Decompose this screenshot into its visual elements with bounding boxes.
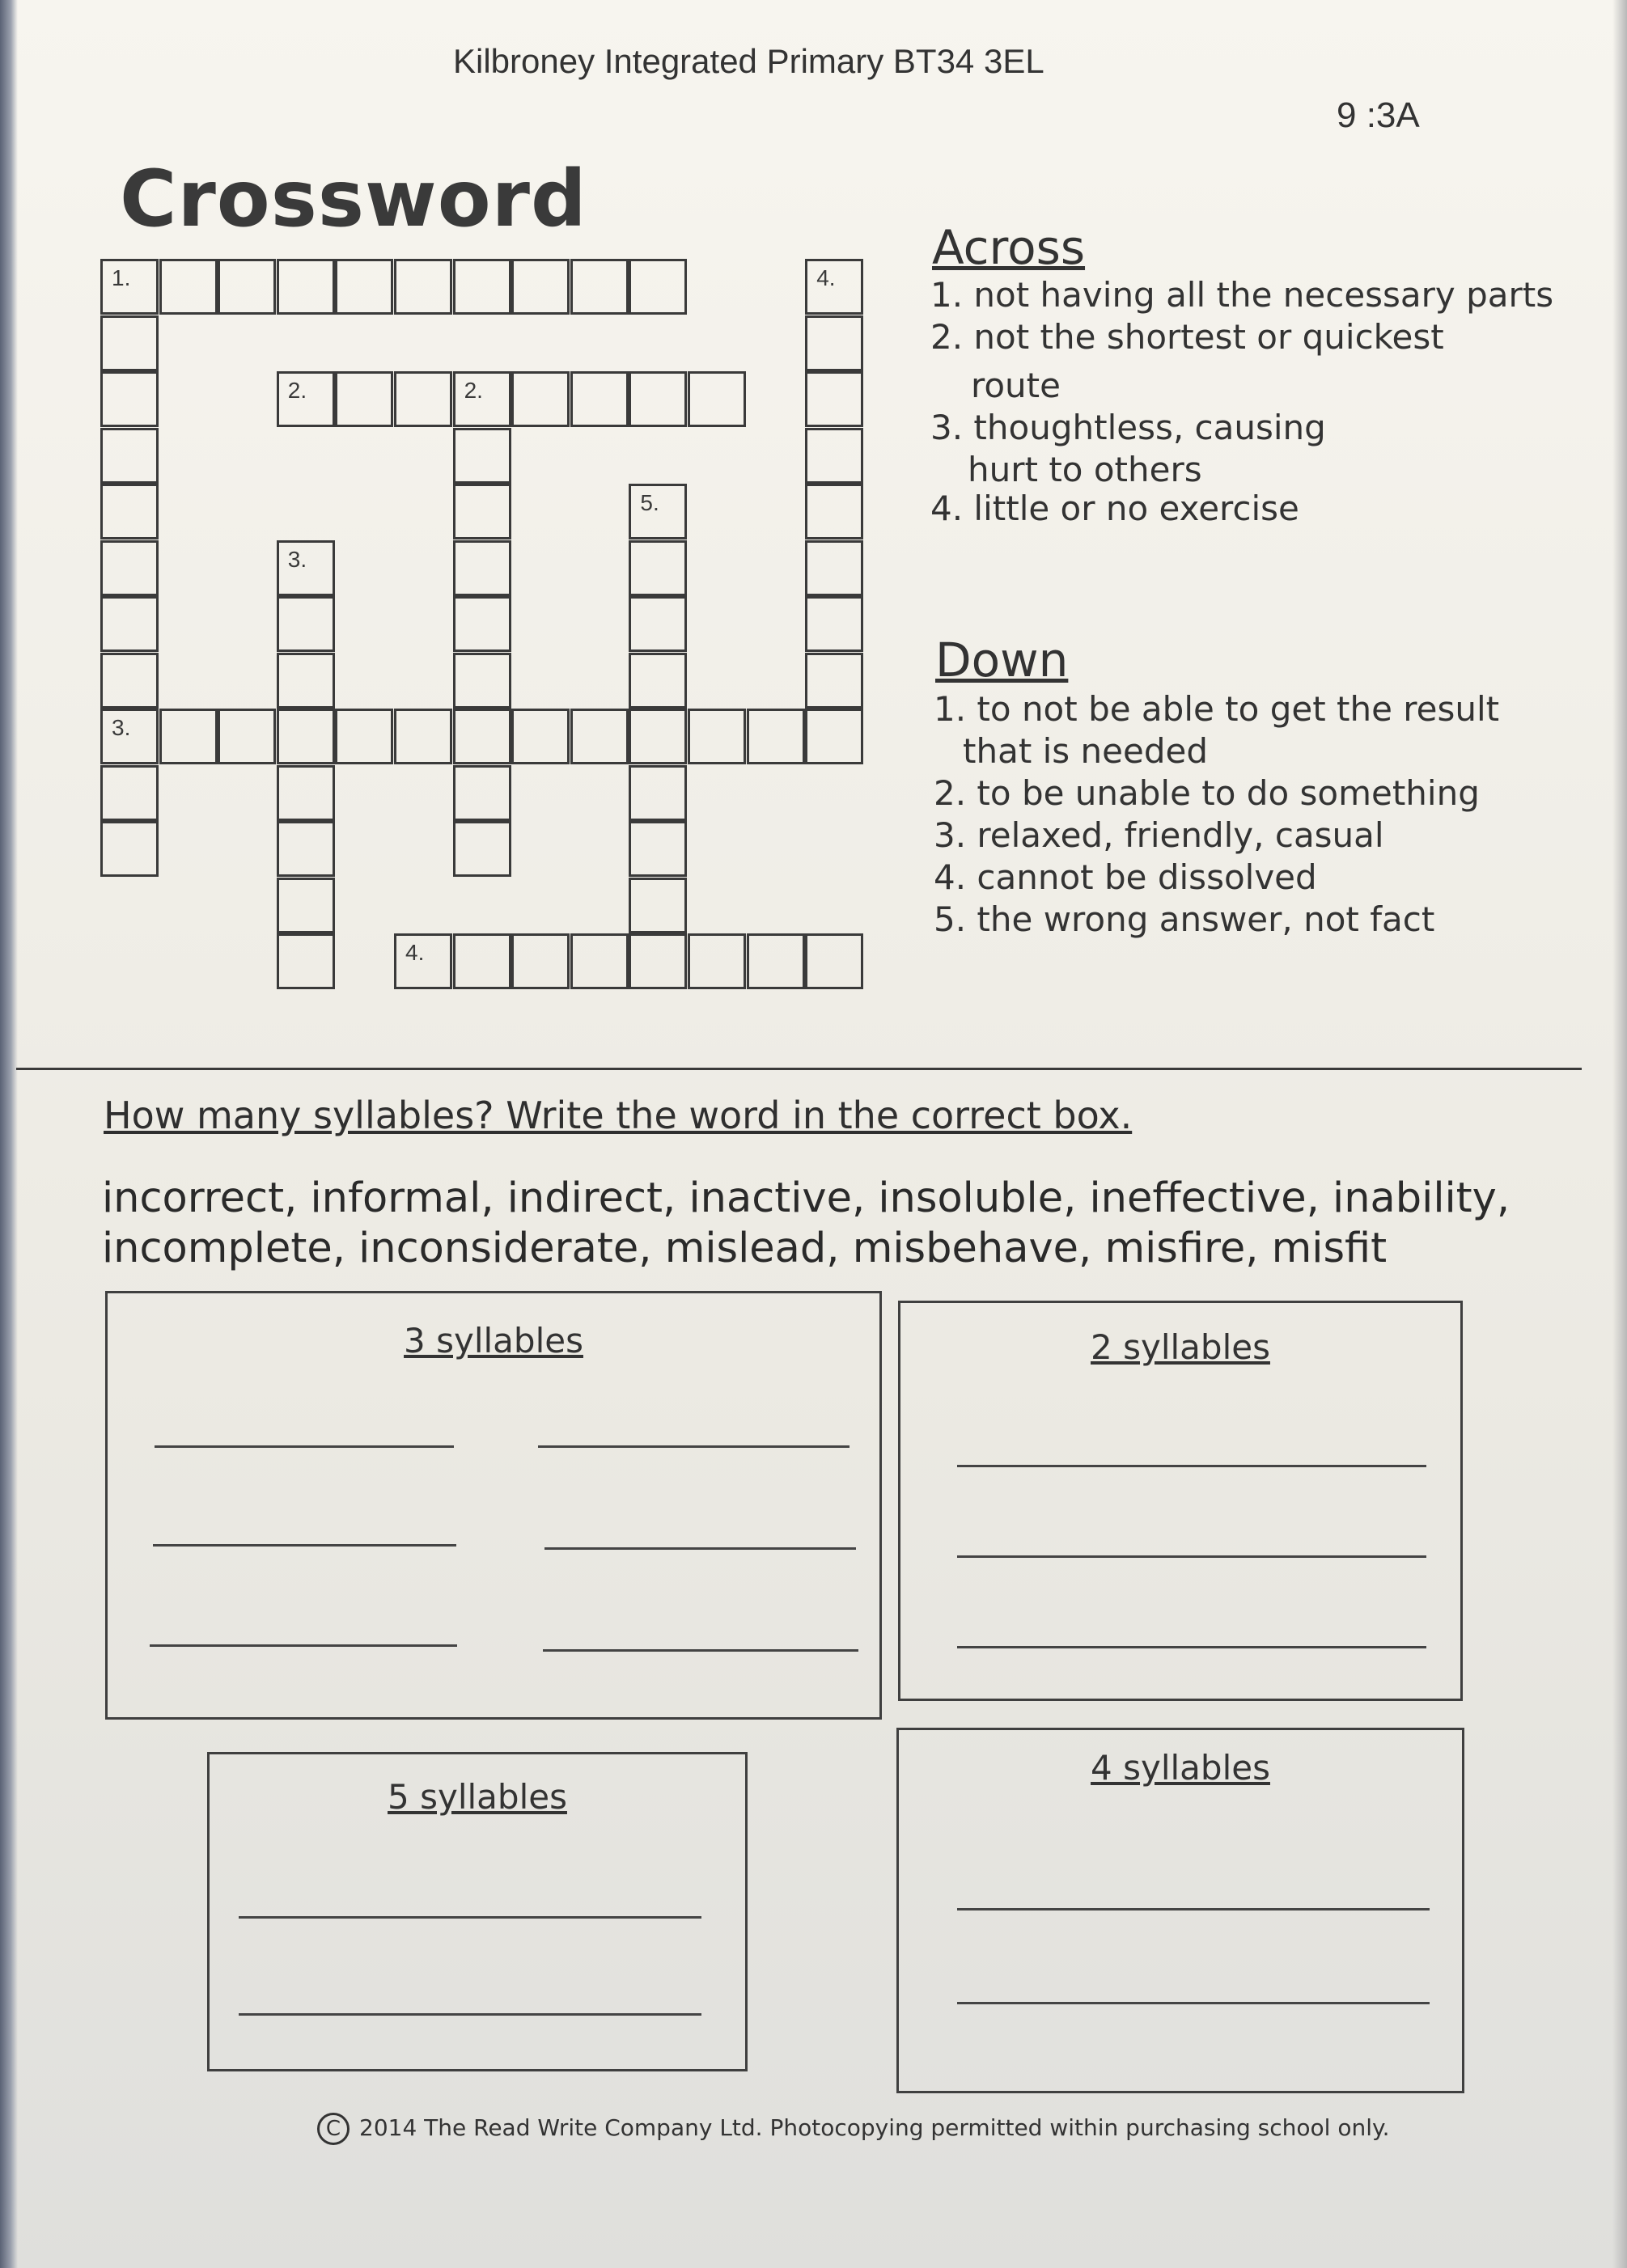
crossword-cell[interactable] [688, 371, 746, 427]
crossword-cell[interactable] [277, 933, 335, 989]
answer-line [538, 1445, 850, 1448]
crossword-cell[interactable] [335, 709, 393, 764]
answer-line [153, 1544, 456, 1547]
crossword-cell[interactable] [805, 596, 863, 652]
crossword-cell[interactable] [277, 821, 335, 877]
crossword-cell[interactable] [277, 653, 335, 709]
box-title-three: 3 syllables [404, 1321, 583, 1360]
answer-line [957, 1555, 1426, 1558]
clue-number: 4. [816, 265, 836, 290]
crossword-cell[interactable] [453, 821, 511, 877]
clue-number: 1. [112, 265, 131, 290]
crossword-cell[interactable] [218, 709, 276, 764]
crossword-cell[interactable] [805, 371, 863, 427]
crossword-cell[interactable] [453, 540, 511, 596]
crossword-cell[interactable] [629, 259, 687, 315]
box-title-four: 4 syllables [1091, 1748, 1270, 1788]
crossword-cell[interactable] [805, 315, 863, 371]
answer-line [155, 1445, 454, 1448]
crossword-cell[interactable] [511, 709, 570, 764]
crossword-cell[interactable] [511, 259, 570, 315]
crossword-cell[interactable] [100, 428, 159, 484]
answer-line [957, 1465, 1426, 1467]
crossword-cell[interactable] [277, 596, 335, 652]
clue-number: 5. [640, 490, 659, 515]
clue-number: 2. [287, 378, 307, 403]
crossword-cell[interactable] [394, 259, 452, 315]
crossword-cell[interactable] [805, 484, 863, 539]
crossword-cell[interactable] [805, 933, 863, 989]
down-clue: that is needed [963, 731, 1209, 771]
crossword-cell[interactable] [100, 484, 159, 539]
down-clue: 5. the wrong answer, not fact [934, 899, 1435, 939]
down-clue: 4. cannot be dissolved [934, 857, 1317, 897]
across-clue: route [971, 366, 1061, 405]
crossword-cell[interactable] [100, 765, 159, 821]
crossword-cell[interactable] [159, 709, 218, 764]
four-syllable-box [896, 1728, 1464, 2093]
crossword-cell[interactable] [100, 596, 159, 652]
class-code: 9 :3A [1337, 95, 1420, 135]
copyright-text: 2014 The Read Write Company Ltd. Photocopying permitted within purchasing school only. [359, 2114, 1390, 2141]
crossword-cell[interactable] [100, 540, 159, 596]
answer-line [150, 1644, 457, 1647]
crossword-cell[interactable] [688, 709, 746, 764]
crossword-cell[interactable] [511, 933, 570, 989]
crossword-cell[interactable] [453, 933, 511, 989]
crossword-cell[interactable] [629, 821, 687, 877]
page-title: Crossword [120, 154, 587, 244]
crossword-cell[interactable] [570, 259, 629, 315]
copyright-icon: C [317, 2113, 350, 2145]
down-clue: 3. relaxed, friendly, casual [934, 815, 1384, 855]
crossword-cell[interactable] [629, 765, 687, 821]
crossword-cell[interactable] [570, 709, 629, 764]
crossword-cell[interactable] [511, 371, 570, 427]
crossword-cell[interactable] [453, 259, 511, 315]
down-clue: 1. to not be able to get the result [934, 689, 1500, 729]
crossword-cell[interactable] [805, 709, 863, 764]
word-list-line-1: incorrect, informal, indirect, inactive, insoluble, ineffective, inability, [102, 1174, 1510, 1222]
crossword-cell[interactable] [453, 709, 511, 764]
across-clue: 4. little or no exercise [930, 489, 1299, 528]
crossword-cell[interactable] [629, 933, 687, 989]
crossword-cell[interactable] [453, 596, 511, 652]
across-clue: hurt to others [968, 450, 1202, 489]
clue-number: 2. [464, 378, 483, 403]
crossword-cell[interactable] [629, 878, 687, 933]
clue-number: 3. [287, 546, 307, 572]
crossword-cell[interactable] [747, 709, 805, 764]
crossword-cell[interactable] [277, 878, 335, 933]
school-name: Kilbroney Integrated Primary BT34 3EL [453, 42, 1044, 80]
crossword-cell[interactable] [453, 428, 511, 484]
crossword-cell[interactable] [394, 709, 452, 764]
crossword-cell[interactable] [629, 540, 687, 596]
page-left-edge [0, 0, 18, 2268]
crossword-cell[interactable] [629, 596, 687, 652]
crossword-cell[interactable] [277, 259, 335, 315]
crossword-cell[interactable] [805, 428, 863, 484]
answer-line [957, 1908, 1430, 1910]
five-syllable-box [207, 1752, 748, 2071]
crossword-cell[interactable] [747, 933, 805, 989]
box-title-two: 2 syllables [1091, 1327, 1270, 1367]
crossword-cell[interactable] [100, 821, 159, 877]
crossword-cell[interactable] [453, 484, 511, 539]
crossword-cell[interactable] [218, 259, 276, 315]
crossword-cell[interactable] [335, 259, 393, 315]
clue-number: 3. [112, 715, 131, 740]
down-heading: Down [935, 633, 1069, 688]
answer-line [239, 1916, 701, 1919]
crossword-cell[interactable] [629, 371, 687, 427]
answer-line [543, 1649, 858, 1652]
answer-line [239, 2013, 701, 2016]
crossword-cell[interactable] [453, 765, 511, 821]
crossword-cell[interactable] [570, 933, 629, 989]
crossword-cell[interactable] [100, 653, 159, 709]
across-clue: 1. not having all the necessary parts [930, 275, 1554, 315]
two-syllable-box [898, 1301, 1463, 1701]
crossword-cell[interactable] [688, 933, 746, 989]
crossword-cell[interactable] [159, 259, 218, 315]
crossword-cell[interactable] [805, 653, 863, 709]
crossword-cell[interactable] [570, 371, 629, 427]
word-list-line-2: incomplete, inconsiderate, mislead, misbehave, misfire, misfit [102, 1225, 1388, 1272]
across-clue: 2. not the shortest or quickest [930, 317, 1444, 357]
crossword-cell[interactable] [629, 709, 687, 764]
syllable-instruction: How many syllables? Write the word in the correct box. [104, 1094, 1133, 1137]
across-heading: Across [932, 220, 1086, 275]
down-clue: 2. to be unable to do something [934, 773, 1480, 813]
answer-line [957, 2002, 1430, 2004]
crossword-cell[interactable] [100, 371, 159, 427]
crossword-cell[interactable] [394, 371, 452, 427]
crossword-cell[interactable] [277, 765, 335, 821]
copyright-footer [317, 2113, 1389, 2145]
crossword-cell[interactable] [335, 371, 393, 427]
crossword-cell[interactable] [805, 540, 863, 596]
across-clue: 3. thoughtless, causing [930, 408, 1326, 447]
section-divider [16, 1068, 1582, 1070]
crossword-cell[interactable] [453, 653, 511, 709]
crossword-cell[interactable] [277, 709, 335, 764]
answer-line [544, 1547, 856, 1550]
page-right-edge [1612, 0, 1627, 2268]
clue-number: 4. [405, 940, 425, 965]
three-syllable-box [105, 1291, 882, 1720]
crossword-cell[interactable] [629, 653, 687, 709]
box-title-five: 5 syllables [388, 1777, 567, 1817]
crossword-cell[interactable] [100, 315, 159, 371]
answer-line [957, 1646, 1426, 1648]
